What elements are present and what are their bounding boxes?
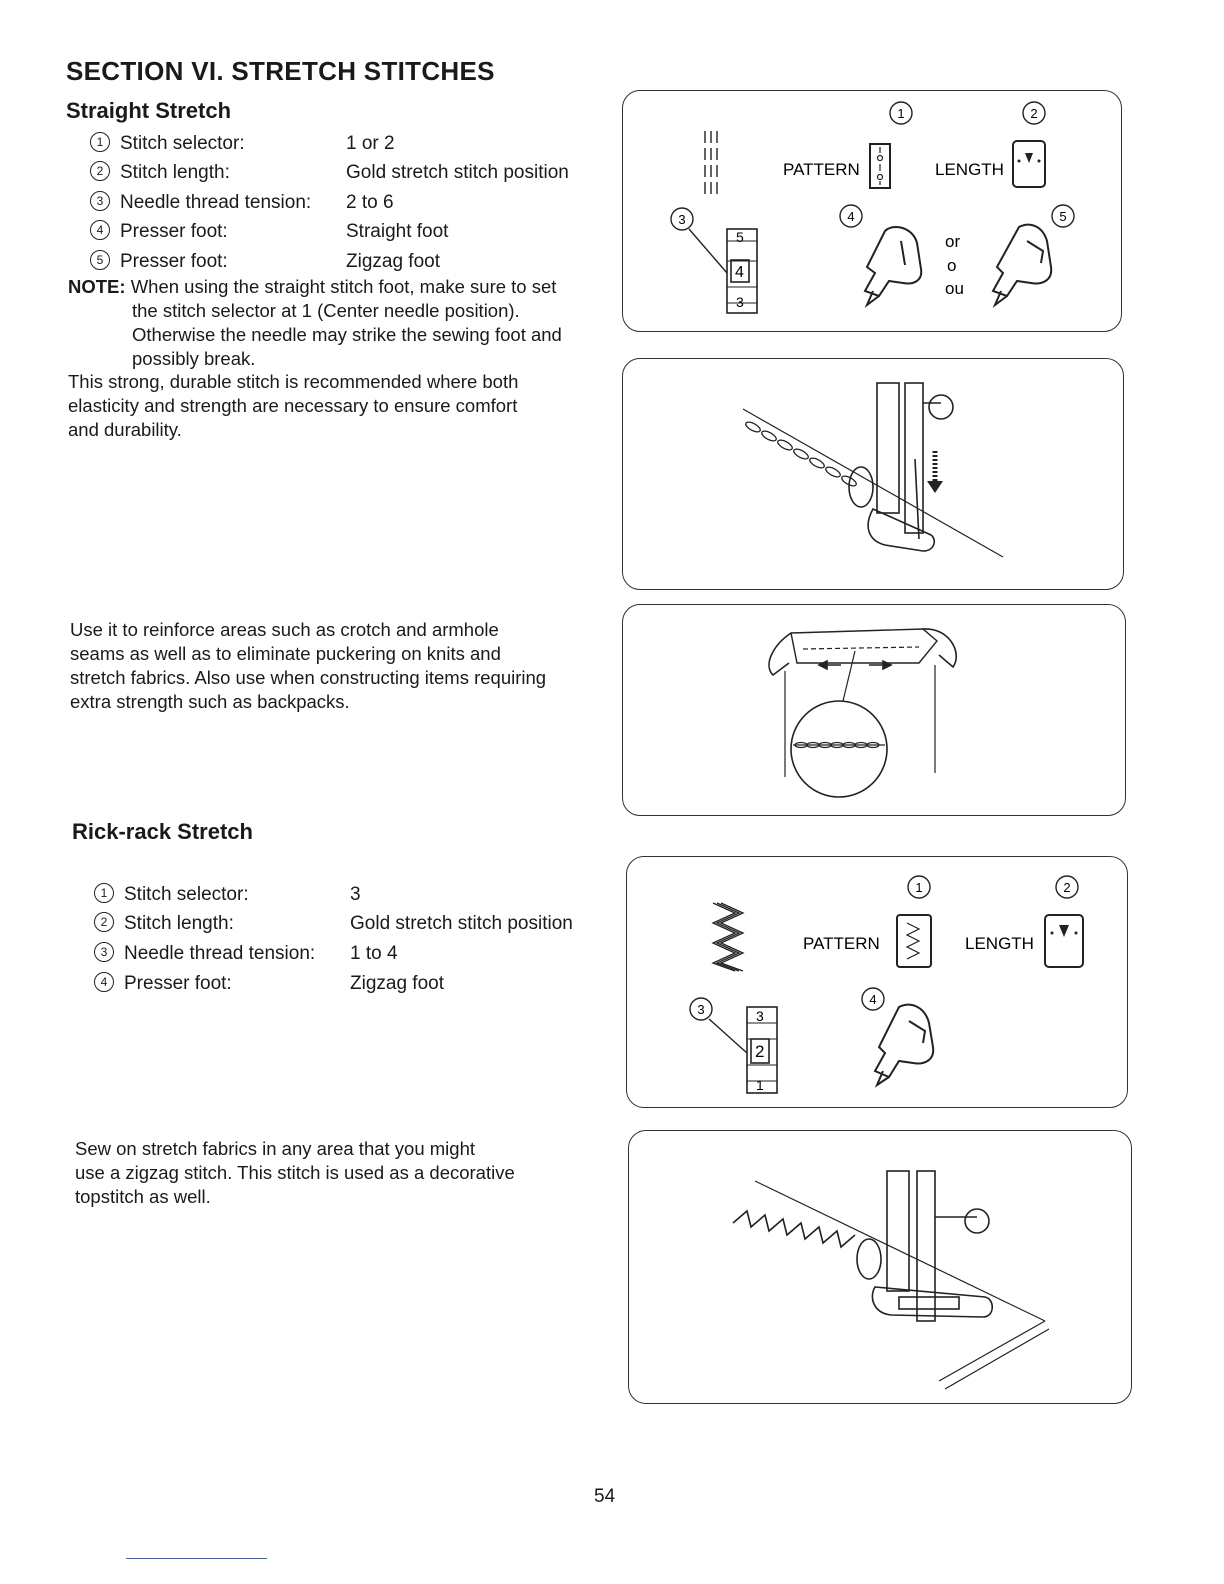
callout-4-label: 4 xyxy=(847,209,855,224)
length-dot xyxy=(1018,160,1021,163)
spec-value: Zigzag foot xyxy=(350,973,444,994)
left-hand xyxy=(769,633,791,675)
spec-row xyxy=(94,941,398,967)
or-word: or xyxy=(945,232,961,251)
straight-usage xyxy=(70,618,600,714)
spec-value: 1 to 4 xyxy=(350,943,398,964)
zigzag-foot-icon xyxy=(993,225,1051,305)
note-line: Otherwise the needle may strike the sewing foot and xyxy=(132,324,562,345)
text-line: stretch fabrics. Also use when constructing items requiring xyxy=(70,667,547,688)
spec-label: Stitch selector: xyxy=(120,133,245,154)
zigzag-foot-icon xyxy=(875,1005,933,1085)
tension-number: 2 xyxy=(755,1042,765,1061)
callout-1-label: 1 xyxy=(915,880,923,895)
callout-2-label: 2 xyxy=(1063,880,1071,895)
callout-leader xyxy=(709,1019,747,1053)
callout-number: 3 xyxy=(90,191,110,211)
presser-foot-assembly xyxy=(857,1171,992,1321)
straight-stretch-title: Straight Stretch xyxy=(66,98,232,123)
spec-label: Presser foot: xyxy=(124,973,232,994)
or-word: o xyxy=(947,256,957,275)
note-label: NOTE: xyxy=(68,276,126,297)
callout-number: 4 xyxy=(94,972,114,992)
callout-number: 1 xyxy=(94,883,114,903)
straight-sewing-figure xyxy=(623,359,1123,589)
spec-label: Stitch selector: xyxy=(124,884,249,905)
spec-label: Needle thread tension: xyxy=(124,943,316,964)
length-label: LENGTH xyxy=(965,934,1034,953)
pattern-label: PATTERN xyxy=(783,160,860,179)
fabric-edge xyxy=(945,1329,1049,1389)
right-hand xyxy=(923,629,956,667)
spec-value: Zigzag foot xyxy=(346,251,440,272)
spec-row xyxy=(90,160,569,186)
callout-number: 5 xyxy=(90,250,110,270)
fabric-edge xyxy=(755,1181,1045,1321)
straight-stretch-symbol xyxy=(705,131,717,194)
length-dot xyxy=(1075,932,1078,935)
spec-value: Gold stretch stitch position xyxy=(346,162,569,183)
callout-number: 2 xyxy=(90,161,110,181)
rickrack-symbol xyxy=(713,903,743,971)
note-block xyxy=(68,275,608,371)
callout-number: 3 xyxy=(94,942,114,962)
callout-leader xyxy=(689,229,727,273)
callout-4-label: 4 xyxy=(869,992,877,1007)
pattern-dial-mark xyxy=(907,923,919,959)
footer-rule xyxy=(126,1558,267,1559)
text-line: and durability. xyxy=(68,419,182,440)
spec-value: Gold stretch stitch position xyxy=(350,913,573,934)
tension-number: 4 xyxy=(735,264,744,281)
spec-value: 1 or 2 xyxy=(346,133,395,154)
text-line: elasticity and strength are necessary to ensure comfort xyxy=(68,395,518,416)
pattern-dial-marks xyxy=(878,147,883,185)
length-label: LENGTH xyxy=(935,160,1004,179)
stretch-stitch-line xyxy=(744,420,857,488)
rickrack-description xyxy=(75,1137,595,1209)
straight-settings-figure xyxy=(623,91,1121,331)
callout-5-label: 5 xyxy=(1059,209,1067,224)
page-number: 54 xyxy=(594,1486,616,1507)
fabric-strip xyxy=(791,629,937,663)
magnifier-circle xyxy=(791,701,887,797)
callout-number: 1 xyxy=(90,132,110,152)
pattern-label: PATTERN xyxy=(803,934,880,953)
spec-label: Presser foot: xyxy=(120,251,228,272)
feed-direction-arrow xyxy=(927,451,943,493)
tension-number: 3 xyxy=(756,1008,764,1024)
text-line: use a zigzag stitch. This stitch is used as a decorative xyxy=(75,1162,515,1183)
note-line: the stitch selector at 1 (Center needle position). xyxy=(132,300,520,321)
length-dot xyxy=(1051,932,1054,935)
fabric-edge xyxy=(939,1321,1045,1381)
section-title: SECTION VI. STRETCH STITCHES xyxy=(66,56,495,86)
length-indicator xyxy=(1025,153,1033,163)
spec-label: Presser foot: xyxy=(120,221,228,242)
rickrack-settings-figure xyxy=(627,857,1127,1107)
rickrack-settings-panel xyxy=(626,856,1128,1108)
length-dial-window xyxy=(1045,915,1083,967)
fabric-stretch-figure xyxy=(623,605,1125,815)
pattern-dial-window xyxy=(897,915,931,967)
rickrack-stitch-line xyxy=(733,1211,855,1247)
spec-row xyxy=(94,971,444,997)
seam-line xyxy=(803,647,919,649)
spec-row xyxy=(94,911,573,937)
tension-number: 3 xyxy=(736,294,744,310)
rickrack-stretch-title: Rick-rack Stretch xyxy=(72,819,253,844)
callout-number: 4 xyxy=(90,220,110,240)
callout-number: 2 xyxy=(94,912,114,932)
callout-3-label: 3 xyxy=(678,212,686,227)
text-line: seams as well as to eliminate puckering on knits and xyxy=(70,643,501,664)
straight-foot-icon xyxy=(865,227,921,305)
note-line: possibly break. xyxy=(132,348,256,369)
spec-row xyxy=(94,882,361,908)
spec-value: 3 xyxy=(350,884,361,905)
callout-3-label: 3 xyxy=(697,1002,705,1017)
spec-value: 2 to 6 xyxy=(346,192,394,213)
straight-settings-panel xyxy=(622,90,1122,332)
magnifier-leader xyxy=(843,651,855,701)
spec-label: Needle thread tension: xyxy=(120,192,312,213)
tension-number: 5 xyxy=(736,229,744,245)
text-line: Sew on stretch fabrics in any area that you might xyxy=(75,1138,476,1159)
fabric-stretch-panel xyxy=(622,604,1126,816)
tension-number: 1 xyxy=(756,1077,764,1093)
callout-1-label: 1 xyxy=(897,106,905,121)
note-line: When using the straight stitch foot, make sure to set xyxy=(130,276,557,297)
spec-row xyxy=(90,249,440,275)
or-word: ou xyxy=(945,279,964,298)
spec-row xyxy=(90,219,449,245)
spec-row xyxy=(90,190,394,216)
text-line: This strong, durable stitch is recommended where both xyxy=(68,371,519,392)
spec-label: Stitch length: xyxy=(124,913,234,934)
length-indicator xyxy=(1059,925,1069,937)
straight-sewing-panel xyxy=(622,358,1124,590)
length-dot xyxy=(1038,160,1041,163)
callout-2-label: 2 xyxy=(1030,106,1038,121)
text-line: extra strength such as backpacks. xyxy=(70,691,350,712)
spec-row xyxy=(90,131,395,157)
spec-label: Stitch length: xyxy=(120,162,230,183)
rickrack-sewing-figure xyxy=(629,1131,1131,1403)
length-dial-window xyxy=(1013,141,1045,187)
spec-value: Straight foot xyxy=(346,221,449,242)
rickrack-sewing-panel xyxy=(628,1130,1132,1404)
text-line: Use it to reinforce areas such as crotch and armhole xyxy=(70,619,499,640)
text-line: topstitch as well. xyxy=(75,1186,211,1207)
stretch-arrows xyxy=(819,661,891,669)
straight-description xyxy=(68,370,598,442)
